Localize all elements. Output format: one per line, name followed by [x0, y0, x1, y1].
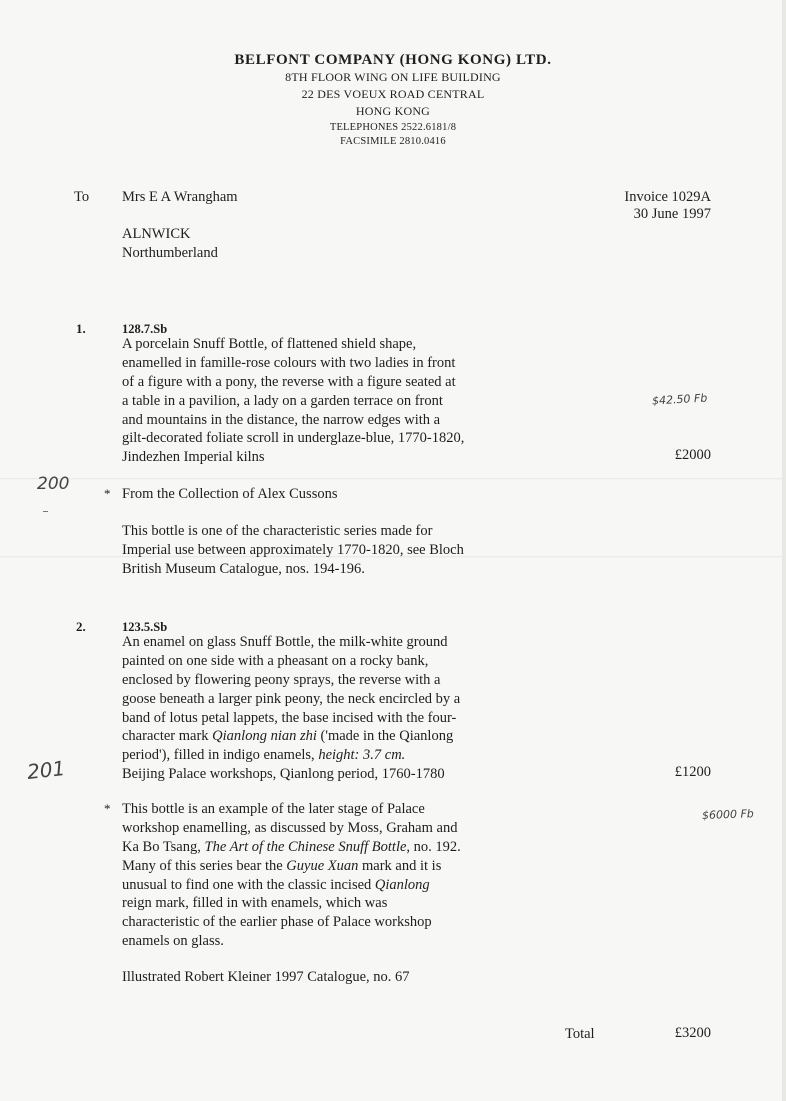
- address-line: 22 DES VOEUX ROAD CENTRAL: [301, 87, 485, 101]
- description-line: An enamel on glass Snuff Bottle, the milk-white ground: [122, 634, 448, 650]
- description-line: band of lotus petal lappets, the base incised with the four-: [122, 709, 457, 726]
- asterisk-marker: *: [104, 801, 111, 816]
- telephones: TELEPHONES 2522.6181/8: [329, 122, 457, 133]
- note-line: British Museum Catalogue, nos. 194-196.: [122, 560, 365, 577]
- handwritten-price-note: $42.50 Fb: [651, 391, 708, 408]
- pen-mark: [43, 511, 48, 512]
- book-title: The Art of the Chinese Snuff Bottle: [204, 838, 407, 855]
- item-price: £1200: [674, 764, 711, 780]
- paper-fold: [0, 478, 786, 480]
- handwritten-margin-number: 200: [37, 474, 70, 494]
- note-line: reign mark, filled in with enamels, which was: [122, 895, 388, 912]
- mark-name: Qianlong: [374, 876, 430, 893]
- description-line: goose beneath a larger pink peony, the neck encircled by a: [122, 690, 461, 707]
- mark-name: Qianlong nian zhi: [212, 728, 317, 745]
- description-line: painted on one side with a pheasant on a rocky bank,: [122, 652, 429, 669]
- asterisk-marker: *: [104, 486, 111, 501]
- handwritten-margin-number: 201: [25, 756, 67, 784]
- invoice-date: 30 June 1997: [633, 206, 711, 222]
- handwritten-price-note: $6000 Fb: [701, 807, 755, 823]
- item-number: 2.: [76, 619, 86, 634]
- note-line: enamels on glass.: [122, 933, 224, 950]
- description-line: Beijing Palace workshops, Qianlong period, 1760-1780: [122, 766, 445, 783]
- to-label: To: [74, 189, 90, 205]
- height-spec: height: 3.7 cm.: [318, 747, 406, 764]
- note-line: Imperial use between approximately 1770-1820, see Bloch: [122, 541, 464, 558]
- description-line: gilt-decorated foliate scroll in underglaze-blue, 1770-1820,: [122, 430, 465, 447]
- provenance: From the Collection of Alex Cussons: [122, 486, 338, 502]
- address-line: 8TH FLOOR WING ON LIFE BUILDING: [285, 70, 501, 84]
- description-line: enamelled in famille-rose colours with two ladies in front: [122, 354, 456, 371]
- mark-name: Guyue Xuan: [286, 857, 359, 874]
- item-description: [122, 335, 464, 467]
- description-line: and mountains in the distance, the narrow edges with a: [122, 411, 441, 428]
- illustrated-reference: Illustrated Robert Kleiner 1997 Catalogue, no. 67: [122, 969, 410, 985]
- description-line: of a figure with a pony, the reverse with a figure seated at: [122, 373, 456, 390]
- item-description: [122, 633, 460, 784]
- description-line: a table in a pavilion, a lady on a garden terrace on front: [122, 392, 443, 409]
- total-label: Total: [565, 1026, 595, 1042]
- item-code: 128.7.Sb: [122, 322, 168, 336]
- item-note: [122, 800, 461, 951]
- company-name: BELFONT COMPANY (HONG KONG) LTD.: [234, 52, 552, 68]
- addressee-town: ALNWICK: [122, 226, 191, 242]
- description-line: A porcelain Snuff Bottle, of flattened shield shape,: [122, 336, 417, 352]
- description-line: period'), filled in indigo enamels, height: 3.7 cm.: [122, 747, 406, 764]
- note-line: Ka Bo Tsang, The Art of the Chinese Snuff Bottle, no. 192.: [122, 838, 461, 855]
- description-line: Jindezhen Imperial kilns: [122, 449, 265, 466]
- note-line: This bottle is an example of the later stage of Palace: [122, 801, 425, 817]
- facsimile: FACSIMILE 2810.0416: [340, 136, 446, 147]
- invoice-number: Invoice 1029A: [624, 189, 711, 205]
- item-note: [122, 522, 464, 579]
- addressee-name: Mrs E A Wrangham: [122, 189, 238, 205]
- note-line: characteristic of the earlier phase of Palace workshop: [122, 914, 432, 931]
- description-line: character mark Qianlong nian zhi ('made in the Qianlong: [122, 728, 454, 745]
- item-code: 123.5.Sb: [122, 620, 168, 634]
- description-line: enclosed by flowering peony sprays, the reverse with a: [122, 671, 441, 688]
- total-amount: £3200: [674, 1025, 711, 1041]
- item-price: £2000: [674, 447, 711, 463]
- note-line: Many of this series bear the Guyue Xuan mark and it is: [122, 857, 442, 874]
- note-line: workshop enamelling, as discussed by Moss, Graham and: [122, 819, 458, 836]
- item-number: 1.: [76, 321, 86, 336]
- note-line: unusual to find one with the classic incised Qianlong: [122, 876, 430, 893]
- paper-edge: [782, 0, 786, 1101]
- address-line: HONG KONG: [355, 104, 431, 118]
- addressee-county: Northumberland: [122, 245, 218, 261]
- note-line: This bottle is one of the characteristic series made for: [122, 523, 433, 539]
